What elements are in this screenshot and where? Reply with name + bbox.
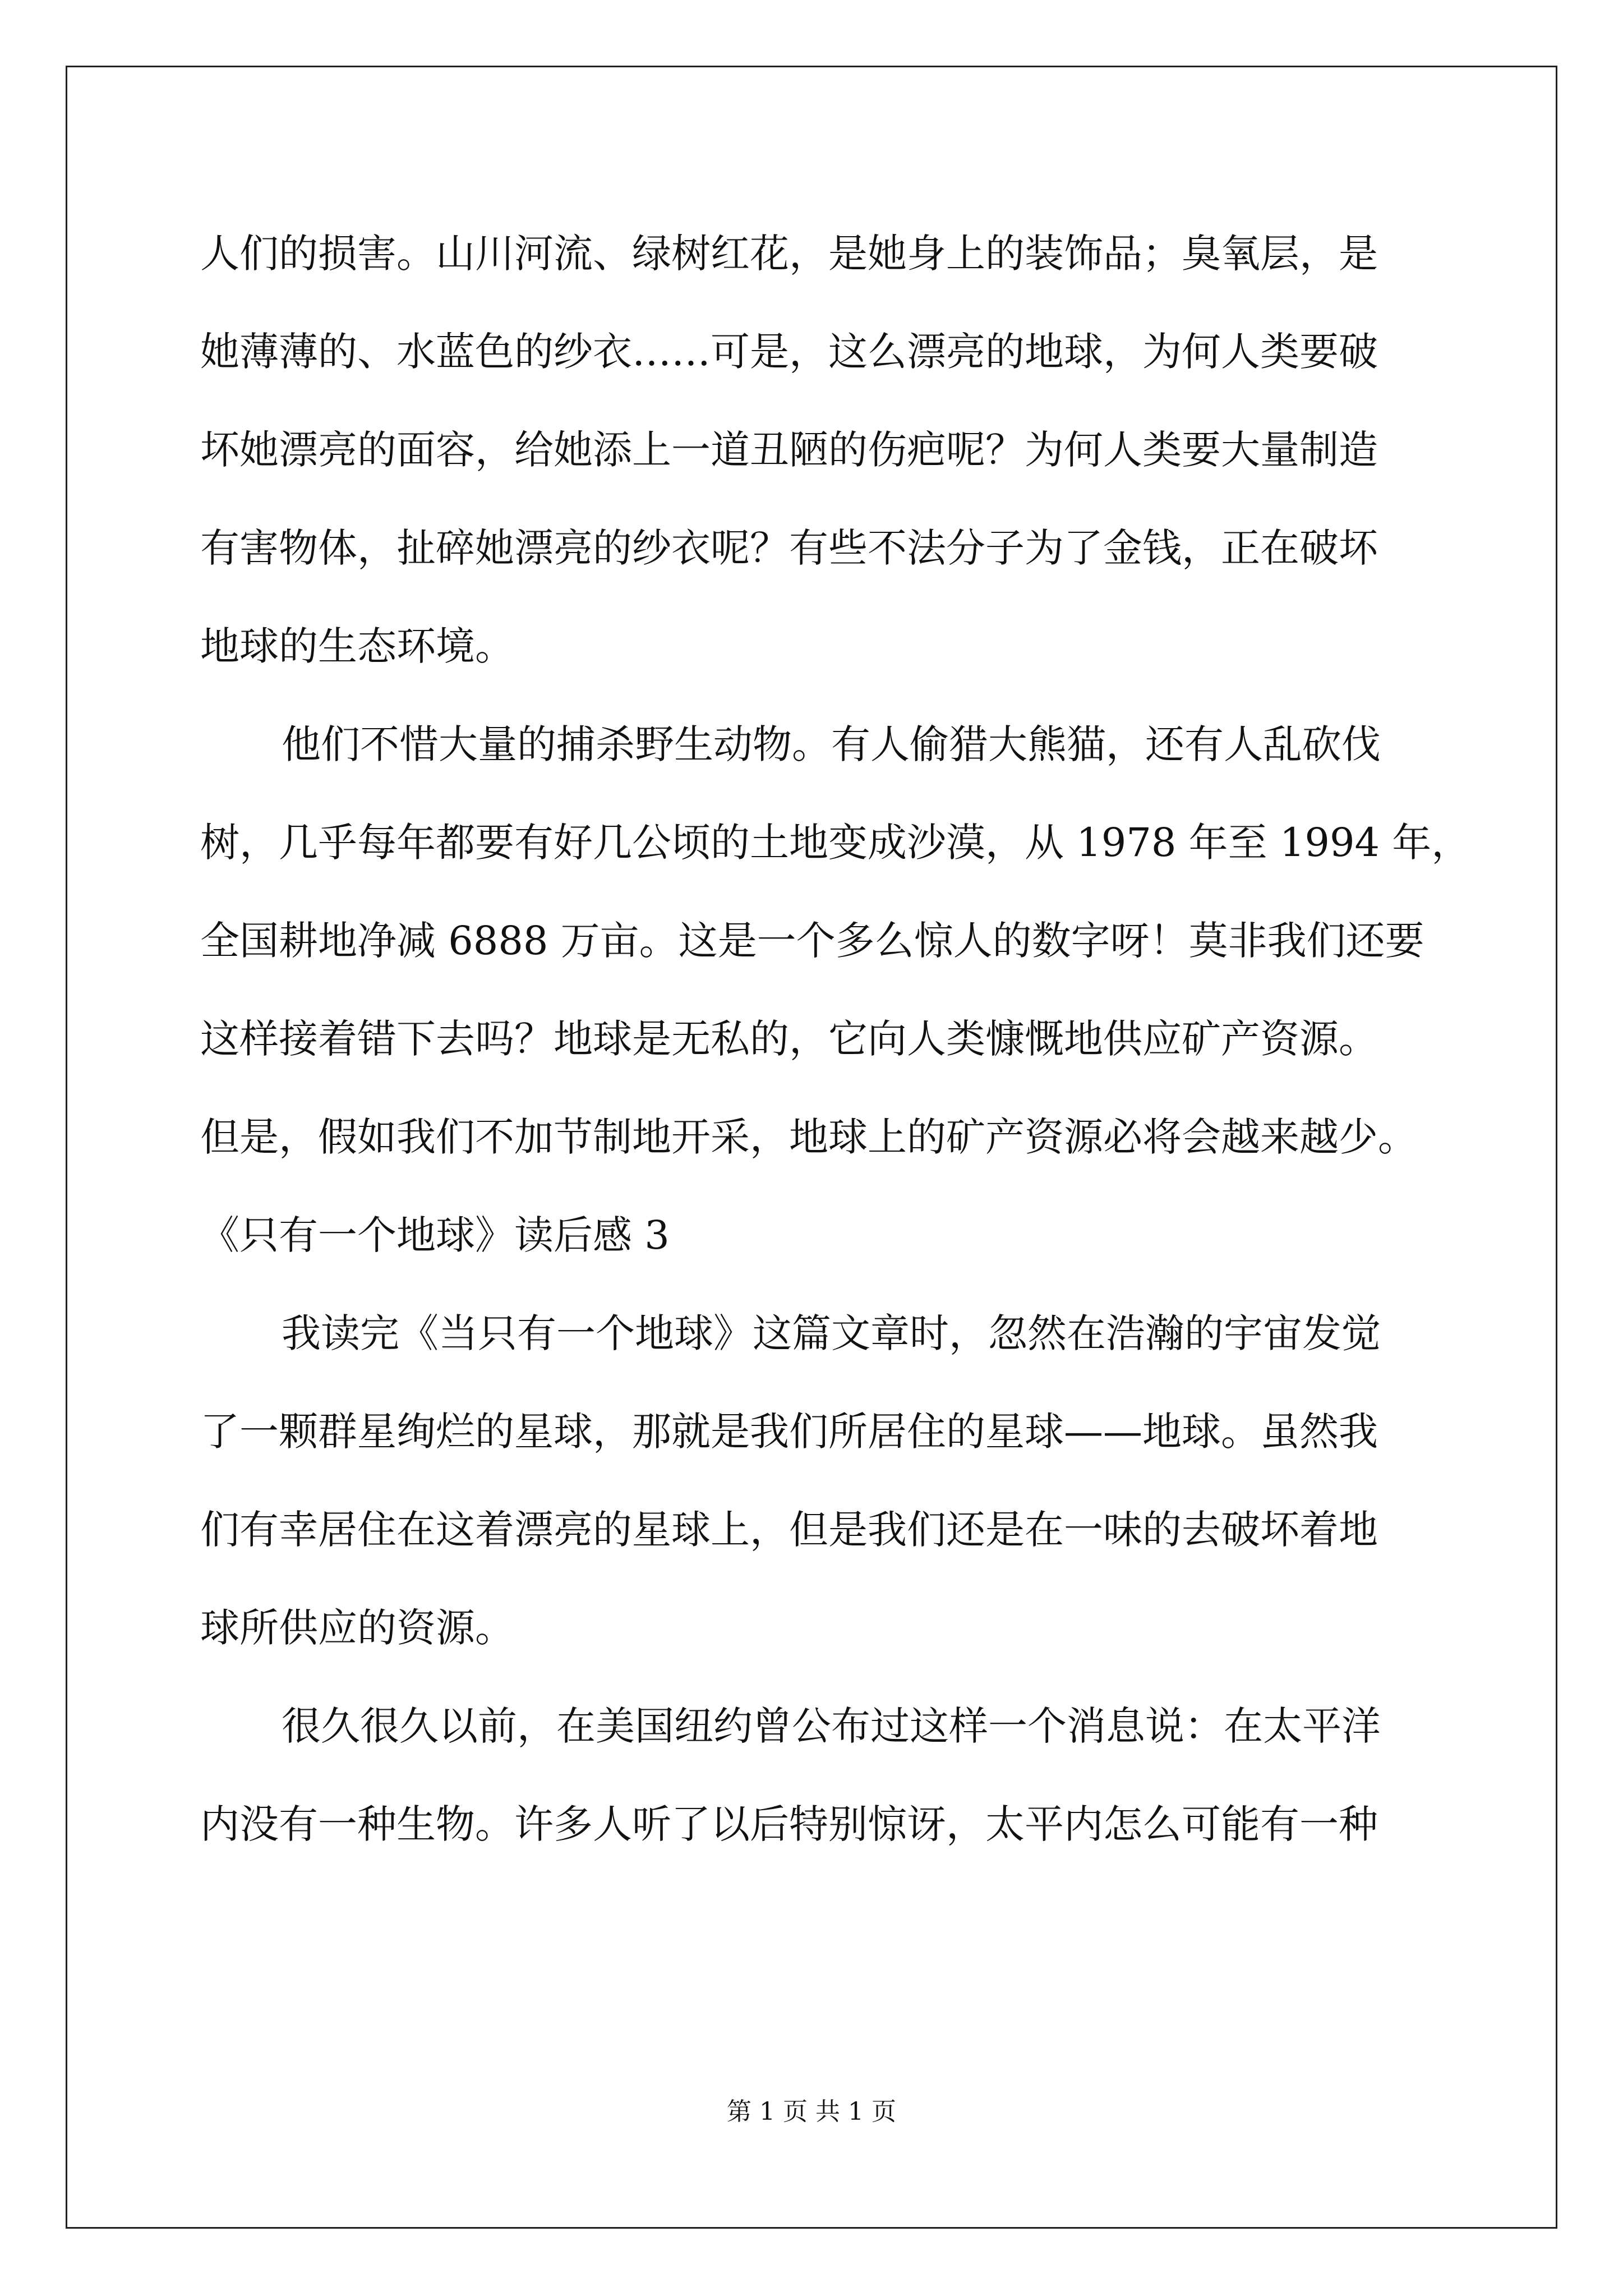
text-line: 她薄薄的、水蓝色的纱衣……可是，这么漂亮的地球，为何人类要破	[200, 329, 1378, 375]
text-line: 内没有一种生物。许多人听了以后特别惊讶，太平内怎么可能有一种	[200, 1801, 1378, 1847]
text-line: 坏她漂亮的面容，给她添上一道丑陋的伤疤呢？为何人类要大量制造	[200, 427, 1378, 473]
text-line: 球所供应的资源。	[200, 1605, 514, 1651]
text-line: 有害物体，扯碎她漂亮的纱衣呢？有些不法分子为了金钱，正在破坏	[200, 525, 1378, 571]
document-body	[200, 205, 1471, 1874]
text-line: 地球的生态环境。	[200, 623, 514, 669]
text-line: 但是，假如我们不加节制地开采，地球上的矿产资源必将会越来越少。	[200, 1114, 1417, 1160]
text-line: 人们的损害。山川河流、绿树红花，是她身上的装饰品；臭氧层，是	[200, 231, 1378, 277]
text-line: 们有幸居住在这着漂亮的星球上，但是我们还是在一味的去破坏着地	[200, 1507, 1378, 1553]
text-line: 这样接着错下去吗？地球是无私的，它向人类慷慨地供应矿产资源。	[200, 1016, 1378, 1062]
text-line: 树，几乎每年都要有好几公顷的土地变成沙漠，从 1978 年至 1994 年，	[200, 820, 1471, 866]
text-line: 了一颗群星绚烂的星球，那就是我们所居住的星球——地球。虽然我	[200, 1409, 1378, 1455]
paragraph-start-line: 很久很久以前，在美国纽约曾公布过这样一个消息说：在太平洋	[282, 1703, 1381, 1749]
paragraph-start-line: 我读完《当只有一个地球》这篇文章时，忽然在浩瀚的宇宙发觉	[282, 1310, 1381, 1356]
text-line: 全国耕地净减 6888 万亩。这是一个多么惊人的数字呀！莫非我们还要	[200, 918, 1424, 964]
paragraph-start-line: 他们不惜大量的捕杀野生动物。有人偷猎大熊猫，还有人乱砍伐	[282, 721, 1381, 767]
section-heading: 《只有一个地球》读后感 3	[200, 1212, 670, 1258]
page-footer: 第 1 页 共 1 页	[727, 2097, 896, 2126]
